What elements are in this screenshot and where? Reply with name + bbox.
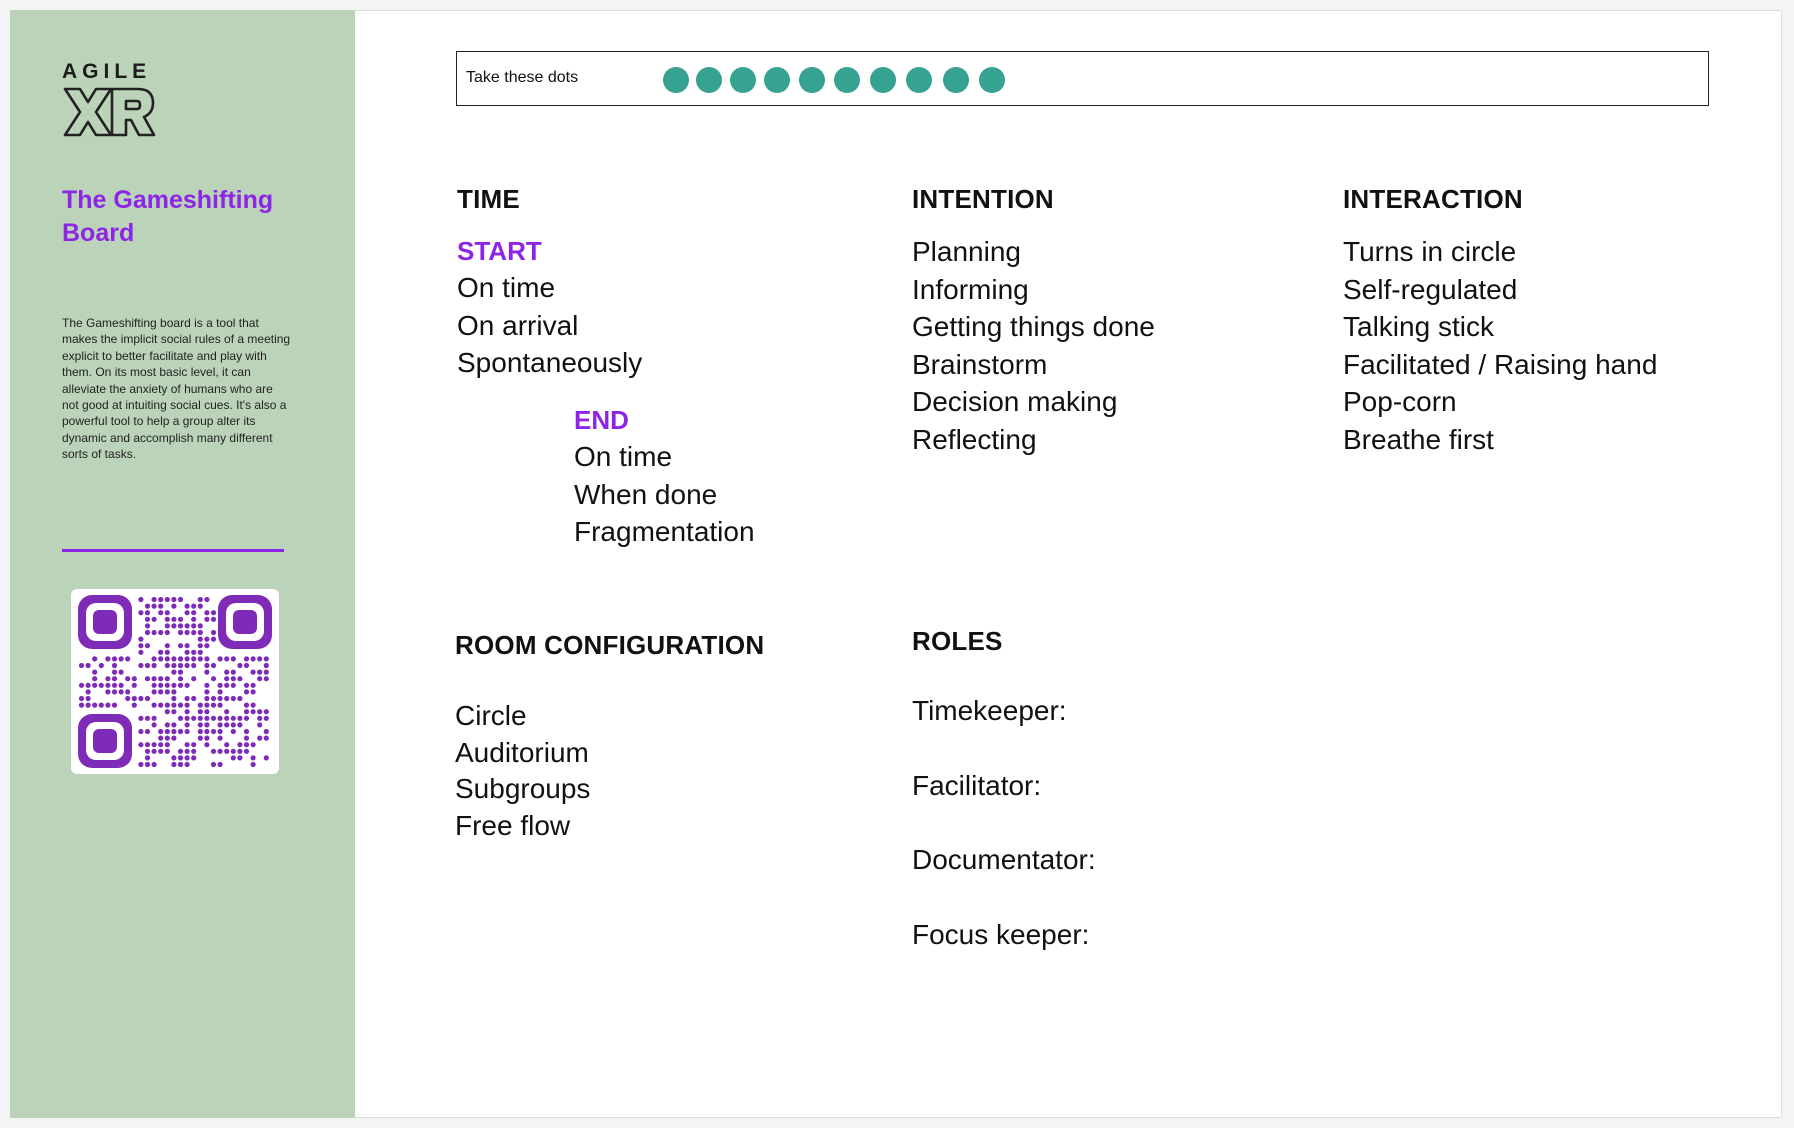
list-item[interactable]: Talking stick bbox=[1343, 311, 1494, 343]
time-start-list bbox=[457, 269, 642, 382]
list-item[interactable]: On time bbox=[574, 441, 673, 472]
list-item[interactable]: Planning bbox=[912, 236, 1021, 267]
voting-dot[interactable] bbox=[906, 67, 932, 93]
qr-code-icon bbox=[71, 589, 279, 774]
list-item[interactable]: Getting things done bbox=[912, 311, 1155, 343]
role-field[interactable]: Timekeeper: bbox=[912, 695, 1067, 726]
logo-wordmark-top: AGILE bbox=[62, 60, 152, 83]
agile-xr-logo bbox=[62, 60, 157, 143]
time-end-list bbox=[574, 438, 755, 551]
roles-heading: ROLES bbox=[912, 626, 1003, 656]
interaction-list bbox=[1343, 233, 1657, 459]
list-item[interactable]: Auditorium bbox=[455, 736, 589, 768]
board-description: The Gameshifting board is a tool that makes the implicit social rules of a meeting explicit to better facilitate and play with them. On its most basic level, it can alleviate the anxiety of humans who are not good at intuiting social cues. It's also a powerful tool to help a group alter its dynamic and accomplish many different sorts of tasks. bbox=[62, 316, 291, 462]
voting-dot[interactable] bbox=[799, 67, 825, 93]
voting-dot[interactable] bbox=[943, 67, 969, 93]
voting-dot[interactable] bbox=[696, 67, 722, 93]
list-item[interactable]: Circle bbox=[455, 700, 527, 731]
list-item[interactable]: On time bbox=[457, 272, 556, 303]
list-item[interactable]: When done bbox=[574, 478, 718, 510]
time-end-label: END bbox=[574, 405, 629, 435]
list-item[interactable]: Fragmentation bbox=[574, 516, 755, 548]
list-item[interactable]: Reflecting bbox=[912, 423, 1037, 455]
time-heading: TIME bbox=[457, 184, 520, 214]
time-start-label: START bbox=[457, 236, 542, 266]
list-item[interactable]: Self-regulated bbox=[1343, 273, 1518, 305]
dots-tray bbox=[456, 51, 1709, 106]
role-field[interactable]: Focus keeper: bbox=[912, 918, 1090, 950]
room-configuration-list bbox=[455, 698, 590, 845]
voting-dot[interactable] bbox=[663, 67, 689, 93]
dots-tray-label: Take these dots bbox=[466, 69, 579, 86]
role-field[interactable]: Documentator: bbox=[912, 844, 1096, 875]
voting-dot[interactable] bbox=[979, 67, 1005, 93]
sidebar-panel bbox=[10, 10, 355, 1118]
list-item[interactable]: Informing bbox=[912, 273, 1029, 305]
list-item[interactable]: Pop-corn bbox=[1343, 386, 1457, 418]
list-item[interactable]: On arrival bbox=[457, 309, 579, 341]
list-item[interactable]: Subgroups bbox=[455, 773, 591, 805]
intention-heading: INTENTION bbox=[912, 184, 1054, 214]
voting-dot[interactable] bbox=[834, 67, 860, 93]
list-item[interactable]: Decision making bbox=[912, 386, 1118, 418]
voting-dot[interactable] bbox=[730, 67, 756, 93]
list-item[interactable]: Spontaneously bbox=[457, 347, 643, 379]
logo-xr-mark bbox=[62, 86, 157, 143]
sidebar-divider bbox=[62, 549, 284, 552]
list-item[interactable]: Facilitated / Raising hand bbox=[1343, 348, 1658, 380]
intention-list bbox=[912, 233, 1155, 459]
board-title: The Gameshifting Board bbox=[62, 186, 274, 247]
roles-list bbox=[912, 695, 1096, 993]
list-item[interactable]: Turns in circle bbox=[1343, 236, 1517, 267]
role-field[interactable]: Facilitator: bbox=[912, 769, 1042, 801]
list-item[interactable]: Brainstorm bbox=[912, 348, 1048, 380]
list-item[interactable]: Free flow bbox=[455, 810, 571, 842]
interaction-heading: INTERACTION bbox=[1343, 184, 1523, 214]
voting-dot[interactable] bbox=[764, 67, 790, 93]
voting-dot[interactable] bbox=[870, 67, 896, 93]
list-item[interactable]: Breathe first bbox=[1343, 423, 1494, 455]
room-configuration-heading: ROOM CONFIGURATION bbox=[455, 630, 765, 660]
